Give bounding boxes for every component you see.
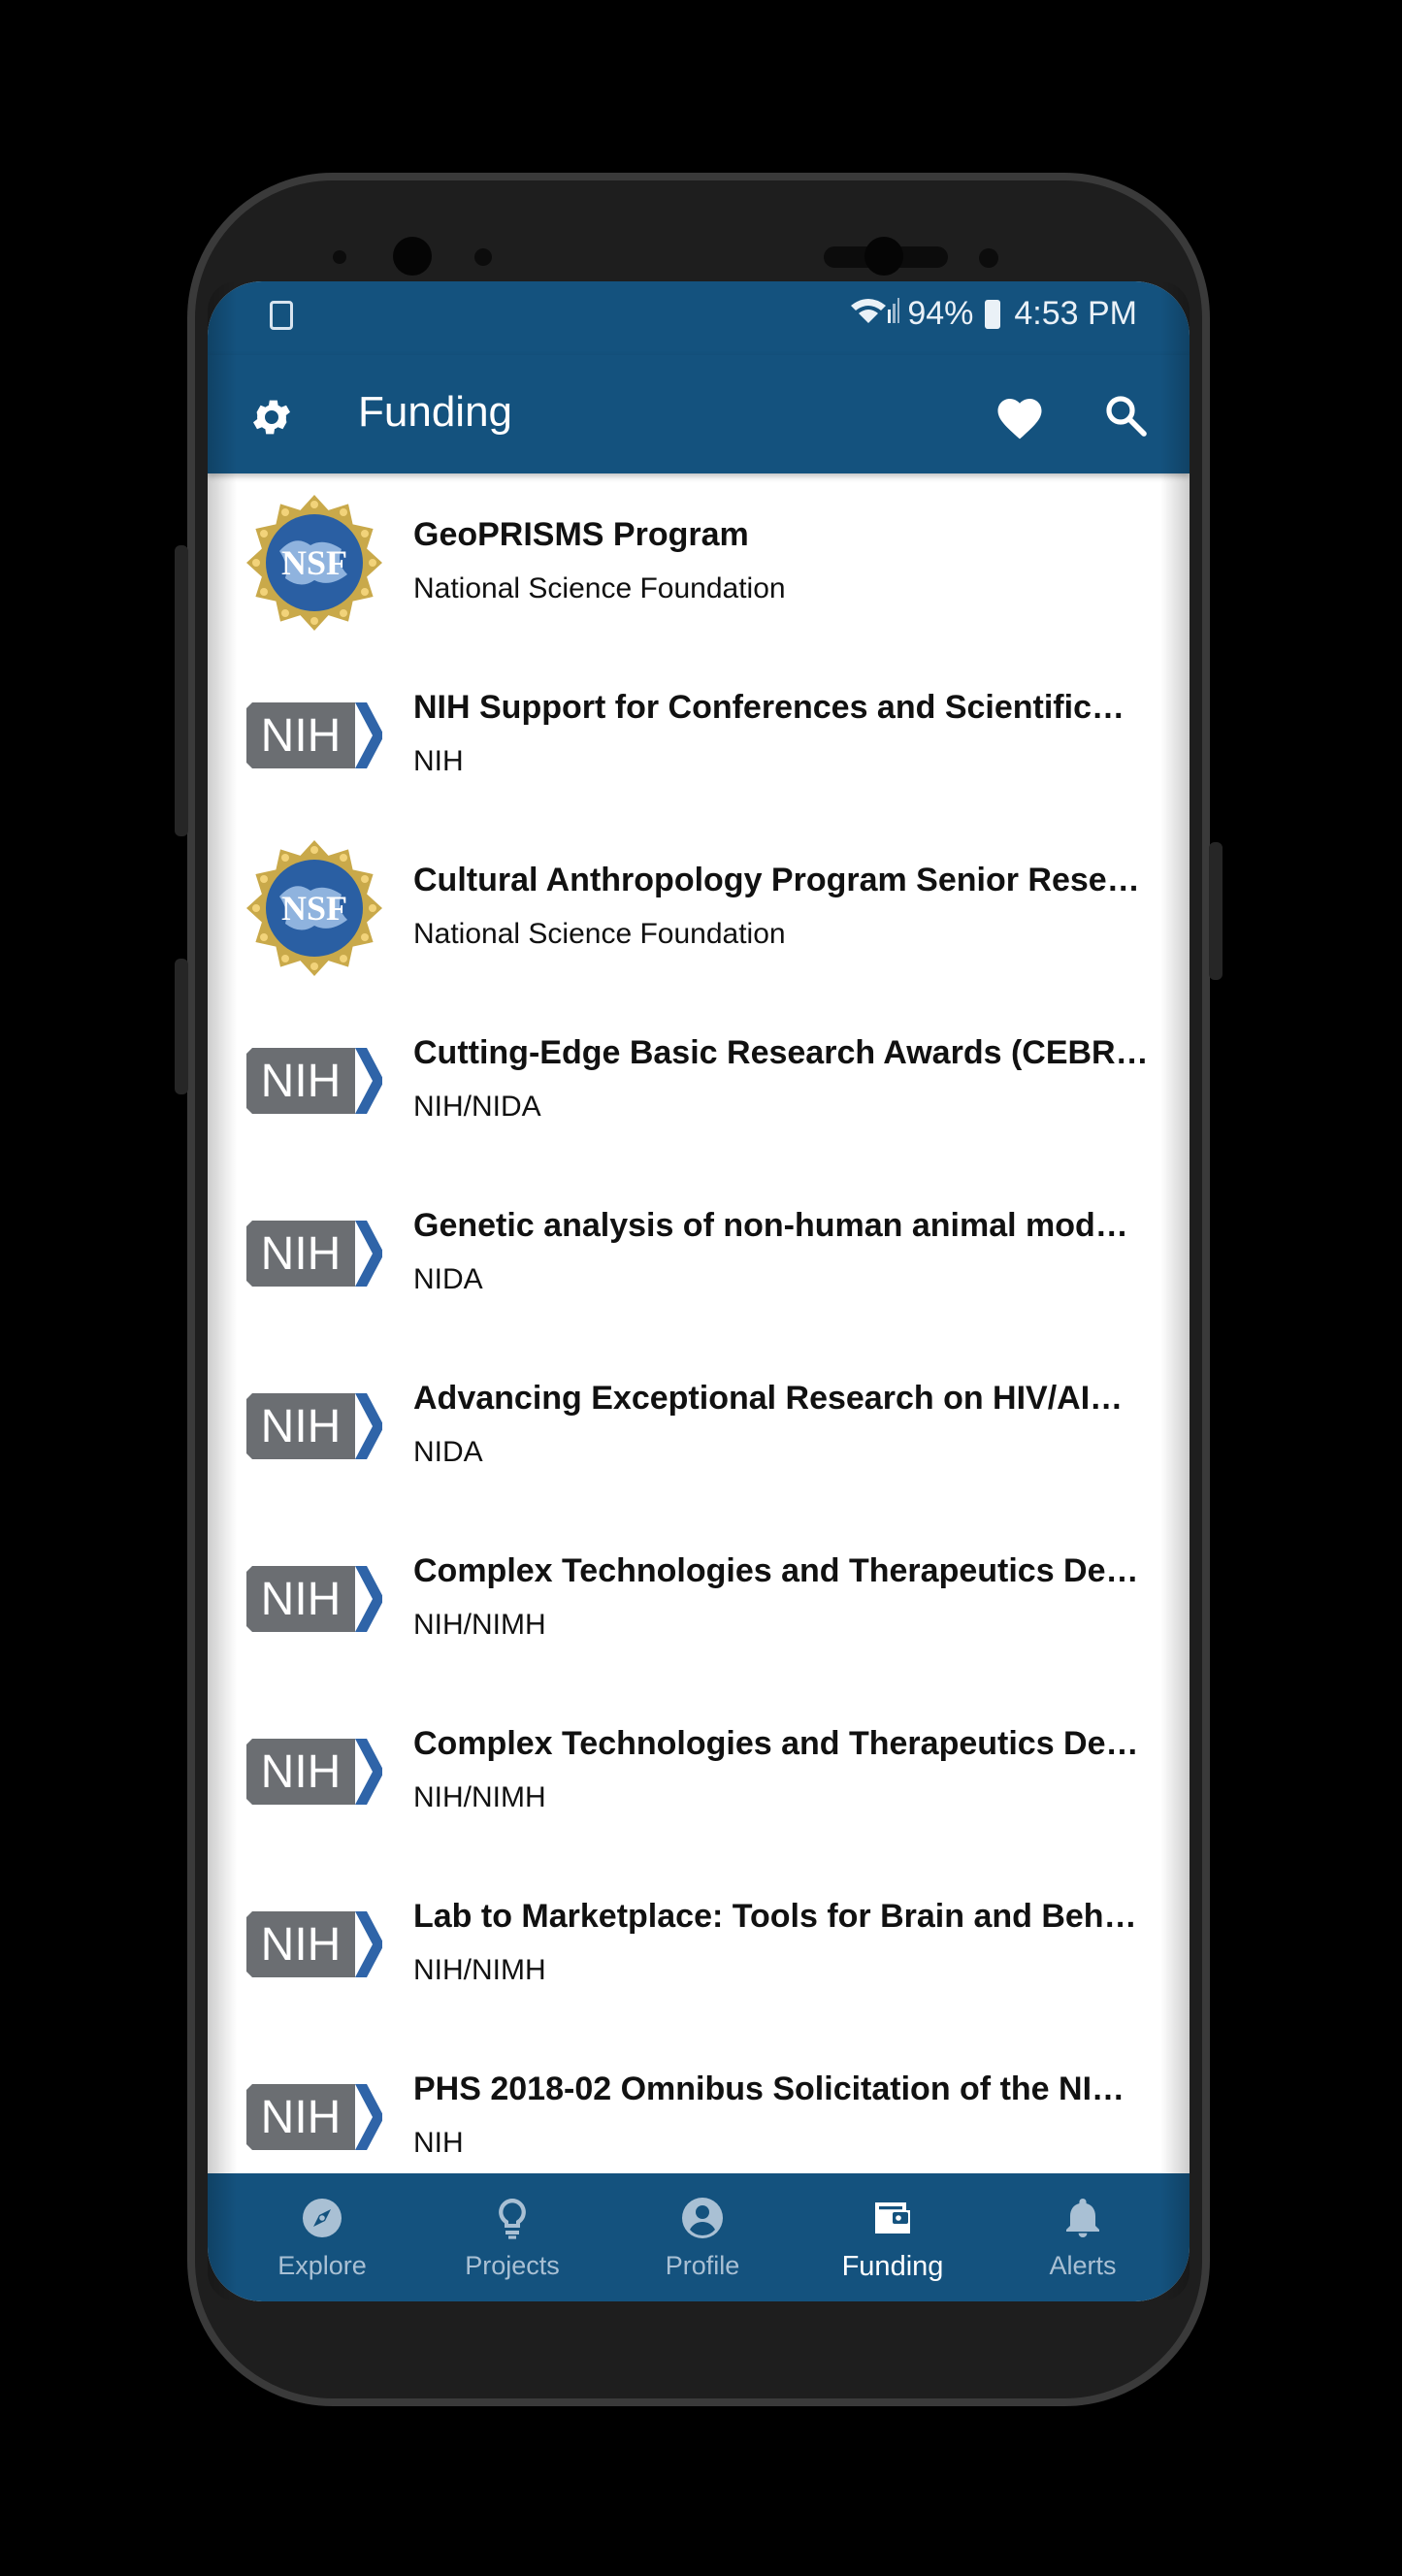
svg-text:NIH: NIH bbox=[260, 1401, 342, 1452]
funding-title: Complex Technologies and Therapeutics De… bbox=[413, 1725, 1139, 1762]
funding-title: PHS 2018-02 Omnibus Solicitation of the NI… bbox=[413, 2071, 1125, 2107]
svg-text:NIH: NIH bbox=[260, 1919, 342, 1971]
svg-text:NIH: NIH bbox=[260, 1228, 342, 1280]
power-button bbox=[1209, 842, 1223, 980]
wallet-icon bbox=[869, 2195, 916, 2241]
funding-title: GeoPRISMS Program bbox=[413, 516, 749, 553]
nav-label: Profile bbox=[665, 2251, 740, 2280]
list-item[interactable] bbox=[208, 473, 1190, 646]
list-item[interactable] bbox=[208, 646, 1190, 819]
funding-title: Cultural Anthropology Program Senior Rese… bbox=[413, 862, 1140, 898]
volume-button bbox=[175, 545, 188, 836]
funding-title: Advancing Exceptional Research on HIV/AI… bbox=[413, 1380, 1124, 1417]
battery-percent: 94% bbox=[907, 295, 974, 332]
list-item[interactable] bbox=[208, 1337, 1190, 1510]
screen bbox=[208, 281, 1190, 2301]
heart-icon[interactable] bbox=[994, 392, 1046, 440]
funding-title: Genetic analysis of non-human animal mod… bbox=[413, 1207, 1128, 1244]
svg-text:NIH: NIH bbox=[260, 2092, 342, 2143]
app-bar bbox=[208, 355, 1190, 473]
funding-agency: NIH/NIMH bbox=[413, 1781, 546, 1813]
list-item[interactable] bbox=[208, 2028, 1190, 2173]
funding-title: Lab to Marketplace: Tools for Brain and Beh… bbox=[413, 1898, 1137, 1935]
nav-label: Projects bbox=[465, 2251, 560, 2280]
nsf-logo bbox=[246, 840, 382, 976]
gear-icon[interactable] bbox=[248, 394, 295, 440]
funding-agency: National Science Foundation bbox=[413, 918, 786, 950]
list-item[interactable] bbox=[208, 1164, 1190, 1337]
nih-logo bbox=[246, 1876, 382, 2012]
wifi-icon bbox=[849, 296, 899, 333]
nih-logo bbox=[246, 668, 382, 803]
nav-label: Explore bbox=[277, 2251, 367, 2280]
nav-profile[interactable] bbox=[605, 2173, 799, 2301]
funding-agency: NIDA bbox=[413, 1436, 483, 1468]
battery-icon bbox=[985, 300, 1000, 329]
bottom-navigation bbox=[208, 2173, 1190, 2301]
list-item[interactable] bbox=[208, 819, 1190, 992]
light-sensor bbox=[474, 248, 492, 266]
funding-title: NIH Support for Conferences and Scientific… bbox=[413, 689, 1125, 726]
search-icon[interactable] bbox=[1102, 392, 1149, 439]
nih-logo bbox=[246, 1358, 382, 1494]
funding-agency: National Science Foundation bbox=[413, 572, 786, 604]
svg-text:NSF: NSF bbox=[280, 889, 348, 928]
svg-text:NIH: NIH bbox=[260, 1574, 342, 1625]
nav-label: Alerts bbox=[1049, 2251, 1117, 2280]
iris-led bbox=[979, 248, 998, 268]
funding-agency: NIH/NIMH bbox=[413, 1609, 546, 1641]
funding-agency: NIH bbox=[413, 745, 464, 777]
nav-label: Funding bbox=[841, 2251, 944, 2282]
nav-projects[interactable] bbox=[415, 2173, 609, 2301]
funding-agency: NIH/NIDA bbox=[413, 1091, 541, 1123]
funding-title: Cutting-Edge Basic Research Awards (CEBR… bbox=[413, 1034, 1149, 1071]
svg-text:NIH: NIH bbox=[260, 1746, 342, 1798]
bixby-button bbox=[175, 959, 188, 1094]
account-icon bbox=[679, 2195, 726, 2241]
notification-icon bbox=[270, 301, 293, 330]
proximity-sensor bbox=[333, 250, 346, 264]
page-title: Funding bbox=[358, 388, 513, 436]
nih-logo bbox=[246, 1704, 382, 1840]
nav-explore[interactable] bbox=[225, 2173, 419, 2301]
nih-logo bbox=[246, 1531, 382, 1667]
list-item[interactable] bbox=[208, 1855, 1190, 2028]
iris-camera bbox=[864, 237, 903, 276]
nsf-logo bbox=[246, 495, 382, 631]
status-bar bbox=[208, 281, 1190, 355]
clock: 4:53 PM bbox=[1014, 295, 1137, 332]
funding-list bbox=[208, 473, 1190, 2173]
funding-title: Complex Technologies and Therapeutics De… bbox=[413, 1552, 1139, 1589]
status-right bbox=[849, 295, 1137, 333]
svg-text:NIH: NIH bbox=[260, 710, 342, 762]
bell-icon bbox=[1060, 2195, 1106, 2241]
compass-icon bbox=[299, 2195, 345, 2241]
funding-agency: NIH/NIMH bbox=[413, 1954, 546, 1986]
lightbulb-icon bbox=[489, 2195, 536, 2241]
nih-logo bbox=[246, 1186, 382, 1321]
front-camera bbox=[393, 237, 432, 276]
nih-logo bbox=[246, 1013, 382, 1149]
funding-agency: NIDA bbox=[413, 1263, 483, 1295]
svg-text:NSF: NSF bbox=[280, 543, 348, 582]
nih-logo bbox=[246, 2049, 382, 2173]
nav-funding[interactable] bbox=[796, 2173, 990, 2301]
list-item[interactable] bbox=[208, 992, 1190, 1164]
nav-alerts[interactable] bbox=[986, 2173, 1180, 2301]
funding-agency: NIH bbox=[413, 2127, 464, 2159]
list-item[interactable] bbox=[208, 1682, 1190, 1855]
svg-text:NIH: NIH bbox=[260, 1056, 342, 1107]
list-item[interactable] bbox=[208, 1510, 1190, 1682]
